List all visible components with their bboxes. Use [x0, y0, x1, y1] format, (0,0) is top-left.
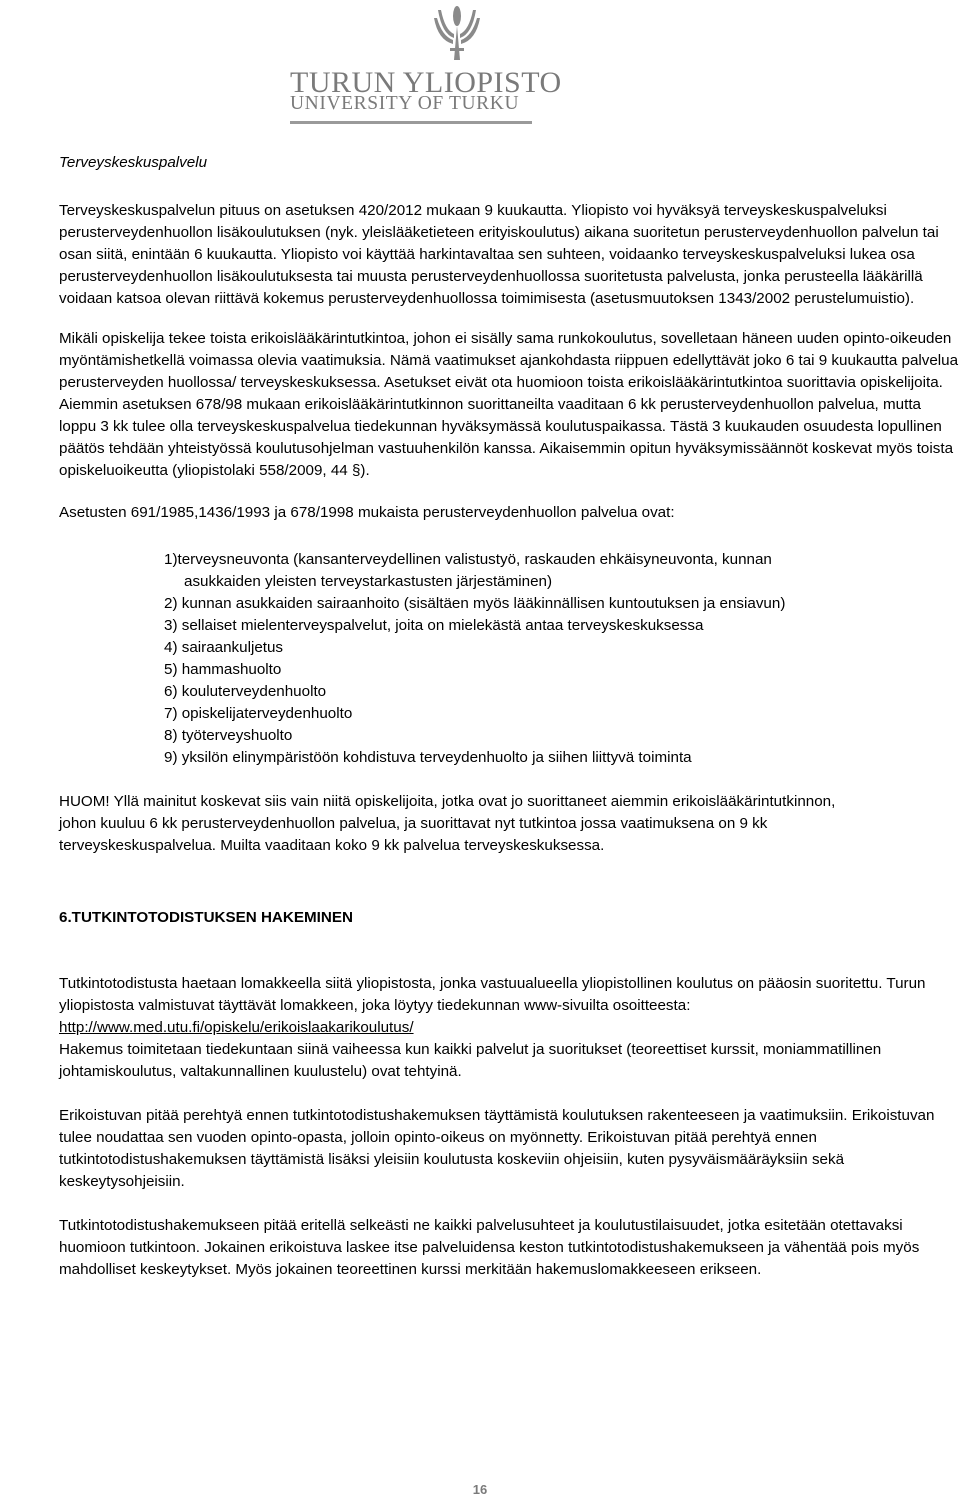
logo-text-fi: TURUN YLIOPISTO [290, 66, 562, 99]
torch-emblem-icon [432, 4, 482, 62]
page-number: 16 [472, 1482, 488, 1497]
paragraph-toinen-tutkinto: Mikäli opiskelija tekee toista erikoislääkärintutkintoa, johon ei sisälly sama runkokoulutus, sovelletaan häneen uuden opinto-oikeuden myöntämishetkellä voimassa olevia vaatimuksia. Nämä vaatimukset ajankohdasta riippuen edellyttävät joko 6 tai 9 kuukautta palvelua perusterveyden huollossa/ terveyskeskuksessa. Asetukset eivät ota huomioon toista erikoislääkärintutkintoa suorittavia opiskelijoita. Aiemmin asetuksen 678/98 mukaan erikoislääkärintutkinnon suorittaneilta vaaditaan 6 kk perusterveydenhuollon palvelua, mutta loppu 3 kk tulee olla terveyskeskuspalvelua tiedekunnan hyväksymässä koulutuspaikassa. Tästä 3 kuukauden osuudesta lopullinen päätös tehdään yhteistyössä koulutusohjelman vastuuhenkilön kanssa. Aikaisemmin opitun hyväksymissäännöt koskevat myös toista opiskeluoikeutta (yliopistolaki 558/2009, 44 §). [59, 330, 959, 479]
paragraph-palvelun-pituus: Terveyskeskuspalvelun pituus on asetuksen 420/2012 mukaan 9 kuukautta. Yliopisto voi hyväksyä terveyskeskuspalveluksi perusterveydenhuollon lisäkoulutuksen (nyk. yleislääketieteen erityiskoulutus) aikana suoritetun perusterveydenhuollon palvelun tai osan siitä, enintään 6 kuukautta. Yliopisto voi käyttää harkintavaltaa sen suhteen, voidaanko terveyskeskuspalveluksi lukea osa perusterveydenhuollon lisäkoulutuksesta tai muusta perusterveydenhuollossa suoritetusta palvelusta, jonka perusteella lääkärillä voidaan katsoa olevan riittävä kokemus perusterveydenhuollossa toimimisesta (asetusmuutoksen 1343/2002 perustelumuistio). [59, 202, 939, 307]
logo-text-en: UNIVERSITY OF TURKU [290, 93, 520, 114]
list-item: 6) kouluterveydenhuolto [164, 683, 327, 700]
paragraph-hakeminen: Tutkintotodistusta haetaan lomakkeella siitä yliopistosta, jonka vastuualueella yliopistollinen koulutus on pääosin suoritettu. Turun yliopistosta valmistuvat täyttävät lomakkeen, joka löytyy tiedekunnan www-sivuilta osoitteesta: [59, 975, 926, 1014]
list-item: 5) hammashuolto [164, 661, 282, 678]
list-item: 9) yksilön elinympäristöön kohdistuva terveydenhuolto ja siihen liittyvä toiminta [164, 749, 692, 766]
section-heading-tutkintotodistus: 6.TUTKINTOTODISTUKSEN HAKEMINEN [59, 909, 353, 926]
list-item: 8) työterveyshuolto [164, 727, 293, 744]
paragraph-palvelusuhteet: Tutkintotodistushakemukseen pitää eritellä selkeästi ne kaikki palvelusuhteet ja koulutustilaisuudet, jotka esitetään otettavaksi huomioon tutkintoon. Jokainen erikoistuva laskee itse palveluidensa keston tutkintotodistushakemukseen ja vähentää pois myös mahdolliset keskeytykset. Myös jokainen teoreettinen kurssi merkitään hakemuslomakkeeseen erikseen. [59, 1217, 920, 1278]
university-logo [290, 4, 562, 122]
list-item: 7) opiskelijaterveydenhuolto [164, 705, 353, 722]
paragraph-perehtyminen: Erikoistuvan pitää perehtyä ennen tutkintotodistushakemuksen täyttämistä koulutuksen rakenteeseen ja vaatimuksiin. Erikoistuvan tulee noudattaa sen vuoden opinto-opasta, jolloin opinto-oikeus on myönnetty. Erikoistuvan pitää perehtyä ennen tutkintotodistushakemuksen täyttämistä lisäksi yleisiin koulutusta koskeviin ohjeisiin, kuten pysyväismääräyksiin sekä keskeytysohjeisiin. [59, 1107, 935, 1190]
faculty-link[interactable]: http://www.med.utu.fi/opiskelu/erikoislaakarikoulutus/ [59, 1019, 414, 1036]
note-huom: HUOM! Yllä mainitut koskevat siis vain niitä opiskelijoita, jotka ovat jo suorittaneet aiemmin erikoislääkärintutkinnon, johon kuuluu 6 kk perusterveydenhuollon palvelua, ja suorittavat nyt tutkintoa jossa vaatimuksena on 9 kk terveyskeskuspalvelua. Muilta vaaditaan koko 9 kk palvelua terveyskeskuksessa. [59, 793, 836, 854]
service-list [164, 549, 959, 769]
list-item: 1)terveysneuvonta (kansanterveydellinen valistustyö, raskauden ehkäisyneuvonta, kunnan [164, 551, 772, 568]
list-item: asukkaiden yleisten terveystarkastusten järjestäminen) [184, 573, 553, 590]
section-heading-terveyskeskuspalvelu: Terveyskeskuspalvelu [59, 154, 208, 171]
list-item: 3) sellaiset mielenterveyspalvelut, joita on mielekästä antaa terveyskeskuksessa [164, 617, 704, 634]
document-body [59, 152, 959, 1281]
list-item: 2) kunnan asukkaiden sairaanhoito (sisältäen myös lääkinnällisen kuntoutuksen ja ensiavun) [164, 595, 786, 612]
paragraph-asetukset: Asetusten 691/1985,1436/1993 ja 678/1998 mukaista perusterveydenhuollon palvelua ovat: [59, 504, 675, 521]
list-item: 4) sairaankuljetus [164, 639, 284, 656]
paragraph-hakemus-toimitus: Hakemus toimitetaan tiedekuntaan siinä vaiheessa kun kaikki palvelut ja suoritukset (teoreettiset kurssit, moniammatillinen johtamiskoulutus, valtakunnallinen kuulustelu) ovat tehtyinä. [59, 1041, 882, 1080]
logo-divider [290, 121, 532, 124]
